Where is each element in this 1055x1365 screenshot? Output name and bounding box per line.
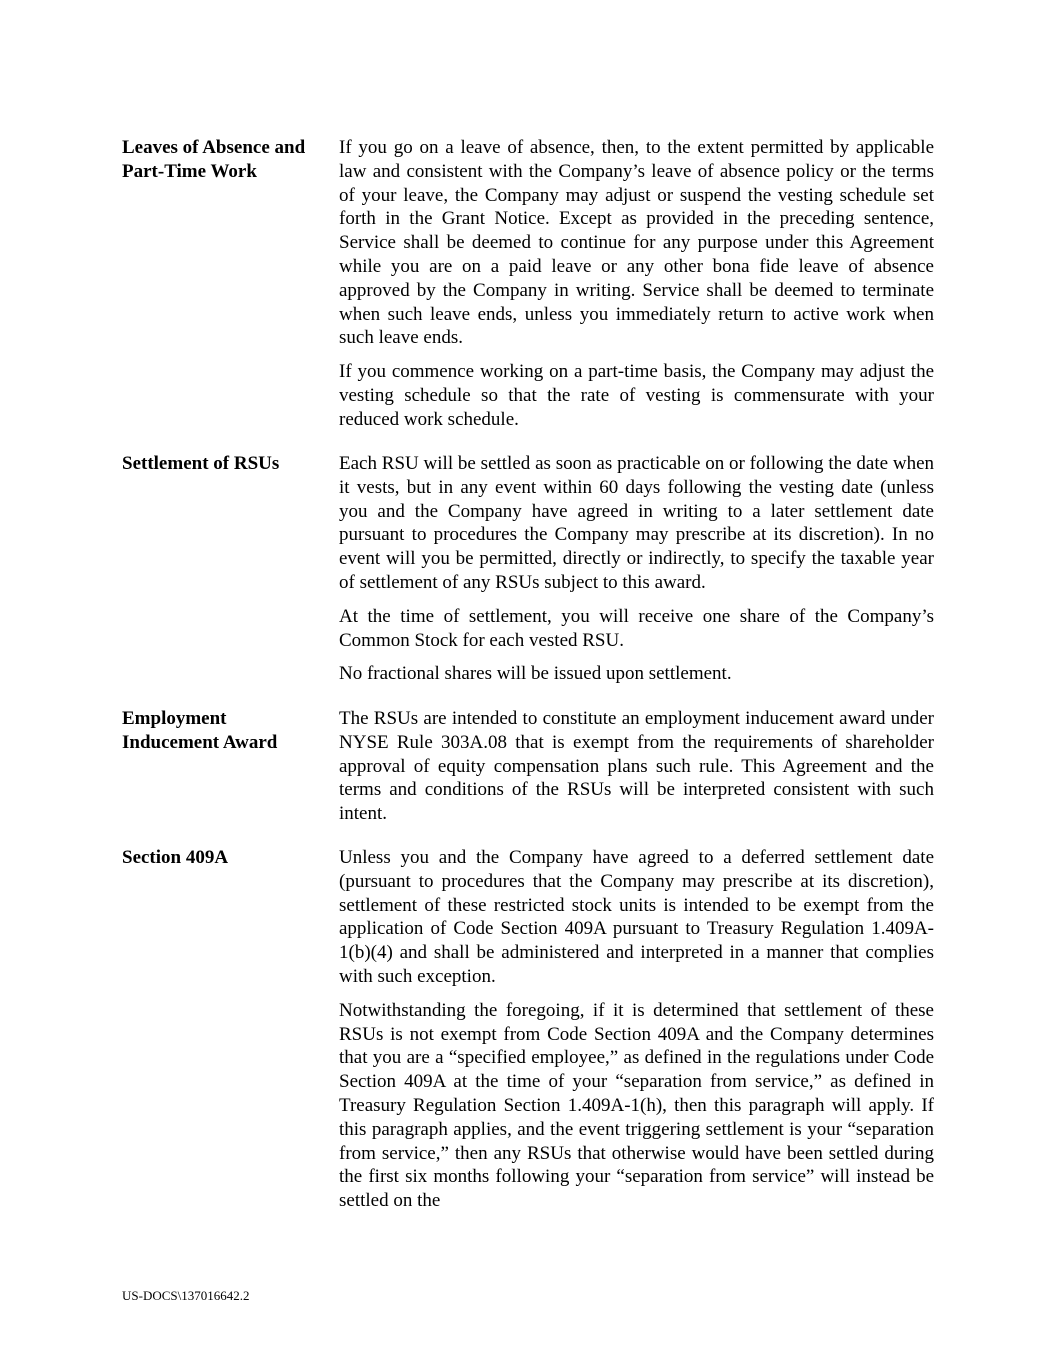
section-heading: Employment Inducement Award <box>122 708 278 753</box>
paragraph: Notwithstanding the foregoing, if it is determined that settlement of these RSUs is not exempt from Code Section 409A and the Company determines that you are a “specified employee,” as defined in the regulations under Code Section 409A at the time of your “separation from service,” as defined in Treasury Regulation Section 1.409A-1(h), then this paragraph will apply. If this paragraph applies, and the event triggering settlement is your “separation from service,” then any RSUs that otherwise would have been settled during the first six months following your “separation from service” will instead be settled on the <box>339 999 934 1212</box>
paragraph: Each RSU will be settled as soon as practicable on or following the date when it vests, but in any event within 60 days following the vesting date (unless you and the Company have agreed in writing to a later settlement date pursuant to procedures the Company may prescribe at its discretion). In no event will you be permitted, directly or indirectly, to specify the taxable year of settlement of any RSUs subject to this award. <box>339 453 934 593</box>
paragraph: Unless you and the Company have agreed to a deferred settlement date (pursuant to procedures that the Company may prescribe at its discretion), settlement of these restricted stock units is intended to be exempt from the application of Code Section 409A pursuant to Treasury Regulation 1.409A-1(b)(4) and shall be administered and interpreted in a manner that complies with such exception. <box>339 847 934 987</box>
paragraph: If you commence working on a part-time basis, the Company may adjust the vesting schedule so that the rate of vesting is commensurate with your reduced work schedule. <box>339 361 934 430</box>
paragraph: If you go on a leave of absence, then, to the extent permitted by applicable law and consistent with the Company’s leave of absence policy or the terms of your leave, the Company may adjust or suspend the vesting schedule set forth in the Grant Notice. Except as provided in the preceding sentence, Service shall be deemed to continue for any purpose under this Agreement while you are on a paid leave or any other bona fide leave of absence approved by the Company in writing. Service shall be deemed to terminate when such leave ends, unless you immediately return to active work when such leave ends. <box>339 137 934 349</box>
section-body <box>339 452 934 696</box>
section-heading: Settlement of RSUs <box>122 453 280 474</box>
section-heading: Leaves of Absence and Part-Time Work <box>122 137 306 182</box>
paragraph: The RSUs are intended to constitute an employment inducement award under NYSE Rule 303A.08 that is exempt from the requirements of shareholder approval of equity compensation plans such rule. This Agreement and the terms and conditions of the RSUs will be interpreted consistent with such intent. <box>339 708 934 825</box>
section-body <box>339 707 934 836</box>
document-id-footer: US-DOCS\137016642.2 <box>122 1288 250 1303</box>
paragraph: No fractional shares will be issued upon settlement. <box>339 663 732 685</box>
section-body <box>339 136 934 442</box>
paragraph: At the time of settlement, you will receive one share of the Company’s Common Stock for each vested RSU. <box>339 605 934 651</box>
section-body <box>339 846 934 1223</box>
section-heading: Section 409A <box>122 847 229 868</box>
